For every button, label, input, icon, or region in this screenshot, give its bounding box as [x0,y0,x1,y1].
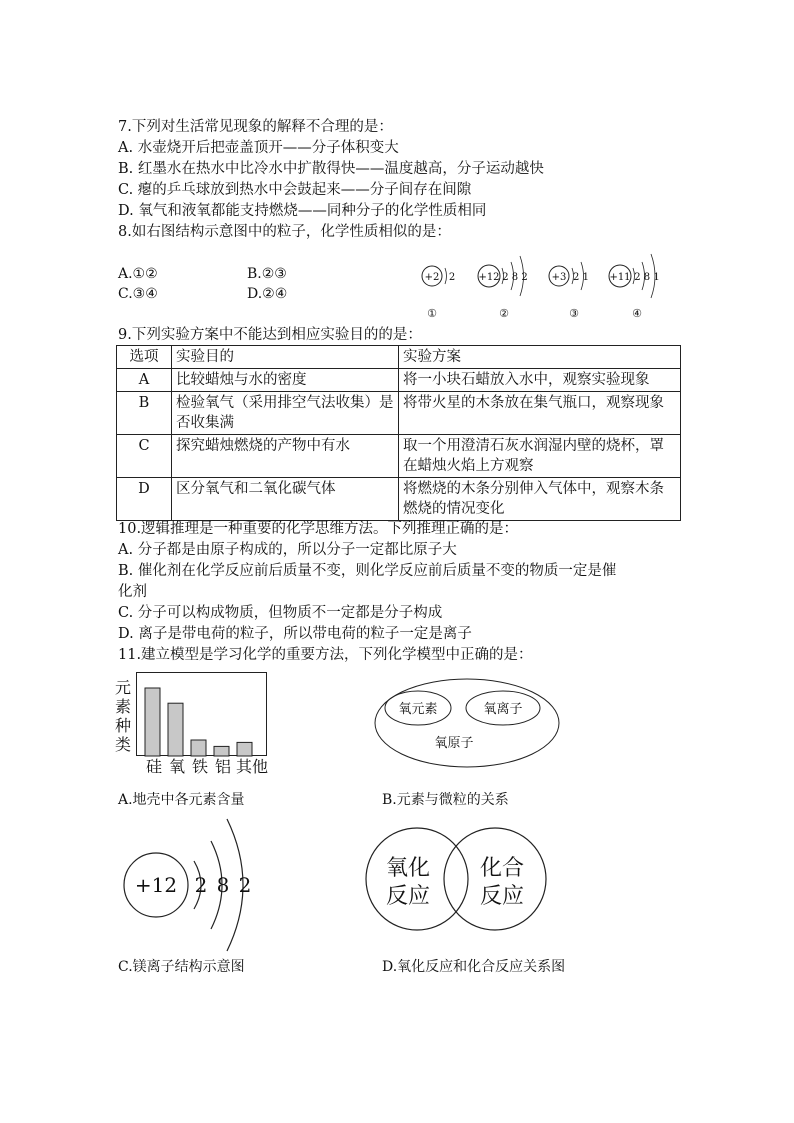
caption-c: C.镁离子结构示意图 [118,959,245,975]
model-d-left-line2: 反应 [385,884,431,909]
model-c-shell-2: 8 [216,873,230,897]
row-plan: 将燃烧的木条分别伸入气体中，观察木条燃烧的情况变化 [399,478,681,521]
model-d-right-line1: 化合 [479,856,525,881]
model-c-nucleus: +12 [134,873,178,897]
q8-option-c: C.③④ [118,286,158,302]
q7-option-b: B. 红墨水在热水中比冷水中扩散得快——温度越高，分子运动越快 [118,161,544,177]
particle-4-label: ④ [632,307,642,320]
q10-option-b: B. 催化剂在化学反应前后质量不变，则化学反应前后质量不变的物质一定是催 [118,563,617,579]
row-option: C [117,435,172,478]
model-c-diagram [118,815,268,955]
row-plan: 将一小块石蜡放入水中，观察实验现象 [399,369,681,392]
particle-3-diagram [549,262,589,320]
table-header-row [117,346,681,369]
row-option: D [117,478,172,521]
model-c-shell-3: 2 [238,873,252,897]
header-option: 选项 [117,346,172,369]
q10-option-b-cont: 化剂 [118,584,147,600]
model-d-left-line1: 氧化 [385,856,431,881]
particle-2-nucleus: +12 [478,272,500,283]
q8-particle-diagrams [415,248,675,324]
q8-option-b: B.②③ [247,266,287,282]
model-b-outer-label: 氧原子 [434,736,474,751]
model-b-right-label: 氧离子 [483,702,523,717]
chart-a-xtick: 氧 [168,757,185,776]
row-purpose: 区分氧气和二氧化碳气体 [172,478,399,521]
model-d-right-line2: 反应 [479,884,525,909]
particle-1-diagram [422,266,455,320]
table-row [117,435,681,478]
q10-stem: 10.逻辑推理是一种重要的化学思维方法。下列推理正确的是： [118,521,519,537]
chart-bar-2 [168,703,183,756]
q7-stem: 7.下列对生活常见现象的解释不合理的是： [118,119,393,135]
q10-option-d: D. 离子是带电荷的粒子，所以带电荷的粒子一定是离子 [118,626,472,642]
row-purpose: 检验氧气（采用排空气法收集）是否收集满 [172,392,399,435]
header-plan: 实验方案 [399,346,681,369]
chart-a-plot [136,672,268,760]
table-row [117,392,681,435]
particle-1-shells: 2 [448,272,456,283]
caption-d: D.氧化反应和化合反应关系图 [382,959,566,975]
particle-4-nucleus: +11 [609,272,631,283]
row-plan: 取一个用澄清石灰水润湿内壁的烧杯，罩在蜡烛火焰上方观察 [399,435,681,478]
chart-bar-1 [145,688,160,756]
q7-option-a: A. 水壶烧开后把壶盖顶开——分子体积变大 [118,140,399,156]
row-option: A [117,369,172,392]
chart-a-xtick: 其他 [235,757,268,776]
model-b-left-label: 氧元素 [398,702,438,717]
particle-4-shells: 2 8 1 [634,272,660,283]
model-c-shell-1: 2 [194,873,208,897]
row-option: B [117,392,172,435]
table-row [117,478,681,521]
q7-option-d: D. 氧气和液氧都能支持燃烧——同种分子的化学性质相同 [118,203,487,219]
particle-3-label: ③ [569,307,579,320]
q8-option-d: D.②④ [247,286,288,302]
q9-stem: 9.下列实验方案中不能达到相应实验目的的是： [118,327,422,343]
row-plan: 将带火星的木条放在集气瓶口，观察现象 [399,392,681,435]
q8-option-a: A.①② [118,266,158,282]
chart-a-xtick: 硅 [145,757,162,776]
table-row [117,369,681,392]
particle-1-label: ① [427,307,437,320]
chart-bar-5 [237,742,252,756]
particle-3-nucleus: +3 [551,272,567,283]
chart-a-xtick: 铝 [214,757,231,776]
model-d-diagram [360,825,552,935]
q8-stem: 8.如右图结构示意图中的粒子，化学性质相似的是： [118,224,451,240]
chart-a-ylabel: 元素种类 [114,678,131,754]
chart-a-xtick: 铁 [191,757,208,776]
caption-b: B.元素与微粒的关系 [382,792,509,808]
particle-2-label: ② [499,307,509,320]
q11-stem: 11.建立模型是学习化学的重要方法，下列化学模型中正确的是： [118,647,533,663]
particle-1-nucleus: +2 [424,272,440,283]
particle-4-diagram [609,254,660,320]
model-b-diagram [372,676,564,772]
q10-option-a: A. 分子都是由原子构成的，所以分子一定都比原子大 [118,542,457,558]
chart-bar-4 [214,746,229,756]
particle-3-shells: 2 1 [573,272,589,283]
row-purpose: 探究蜡烛燃烧的产物中有水 [172,435,399,478]
caption-a: A.地壳中各元素含量 [118,792,245,808]
q9-table [116,345,681,521]
row-purpose: 比较蜡烛与水的密度 [172,369,399,392]
particle-2-shells: 2 8 2 [502,272,528,283]
header-purpose: 实验目的 [172,346,399,369]
chart-bar-3 [191,740,206,756]
q7-option-c: C. 瘪的乒乓球放到热水中会鼓起来——分子间存在间隙 [118,182,472,198]
q10-option-c: C. 分子可以构成物质，但物质不一定都是分子构成 [118,605,443,621]
particle-2-diagram [478,256,528,320]
